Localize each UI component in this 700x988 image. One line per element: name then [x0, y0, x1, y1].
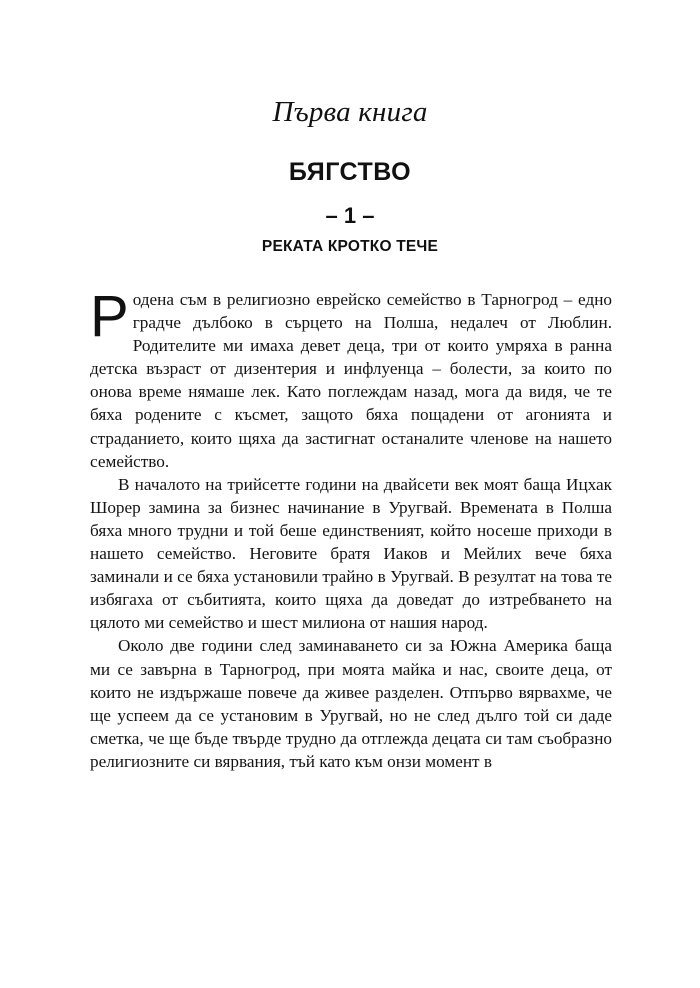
paragraph-2: В началото на трийсетте години на двайсети век моят баща Ицхак Шорер замина за бизнес начинание в Уругвай. Времената в Полша бяха много трудни и той беше единственият, който носеше приходи в нашето семейство. Неговите братя Иаков и Мейлих вече бяха заминали и се бяха установили трайно в Уругвай. В резултат на това те избягаха от събитията, които щяха да доведат до изтребването на цялото ми семейство и шест милиона от нашия народ.: [90, 474, 612, 633]
paragraph-1: [90, 284, 612, 473]
chapter-title: РЕКАТА КРОТКО ТЕЧЕ: [261, 238, 439, 255]
chapter-body: [90, 284, 612, 773]
drop-cap: Р: [90, 284, 129, 349]
part-title: БЯГСТВО: [288, 158, 412, 186]
paragraph-1-text: одена съм в религиозно еврейско семейство в Тарногрод – едно градче дълбоко в сърцето на Полша, недалеч от Люблин. Родителите ми имаха девет деца, три от които умряха в ранна детска възраст от дизентерия и инфлуенца – болести, за които по онова време нямаше лек. Като поглеждам назад, мога да видя, че те бяха родените с късмет, защото бяха пощадени от агонията и страданието, които щяха да застигнат останалите членове на нашето семейство.: [90, 290, 612, 471]
chapter-number: – 1 –: [325, 203, 375, 228]
paragraph-3: Около две години след заминаването си за Южна Америка баща ми се завърна в Тарногрод, при моята майка и нас, своите деца, от които не издържаше повече да живее разделен. Отпърво вярвахме, че ще успеем да се установим в Уругвай, но не след дълго той си даде сметка, че ще бъде твърде трудно да отглежда децата си там съобразно религиозните си вярвания, тъй като към онзи момент в: [90, 636, 612, 771]
book-label: Първа книга: [272, 96, 428, 128]
